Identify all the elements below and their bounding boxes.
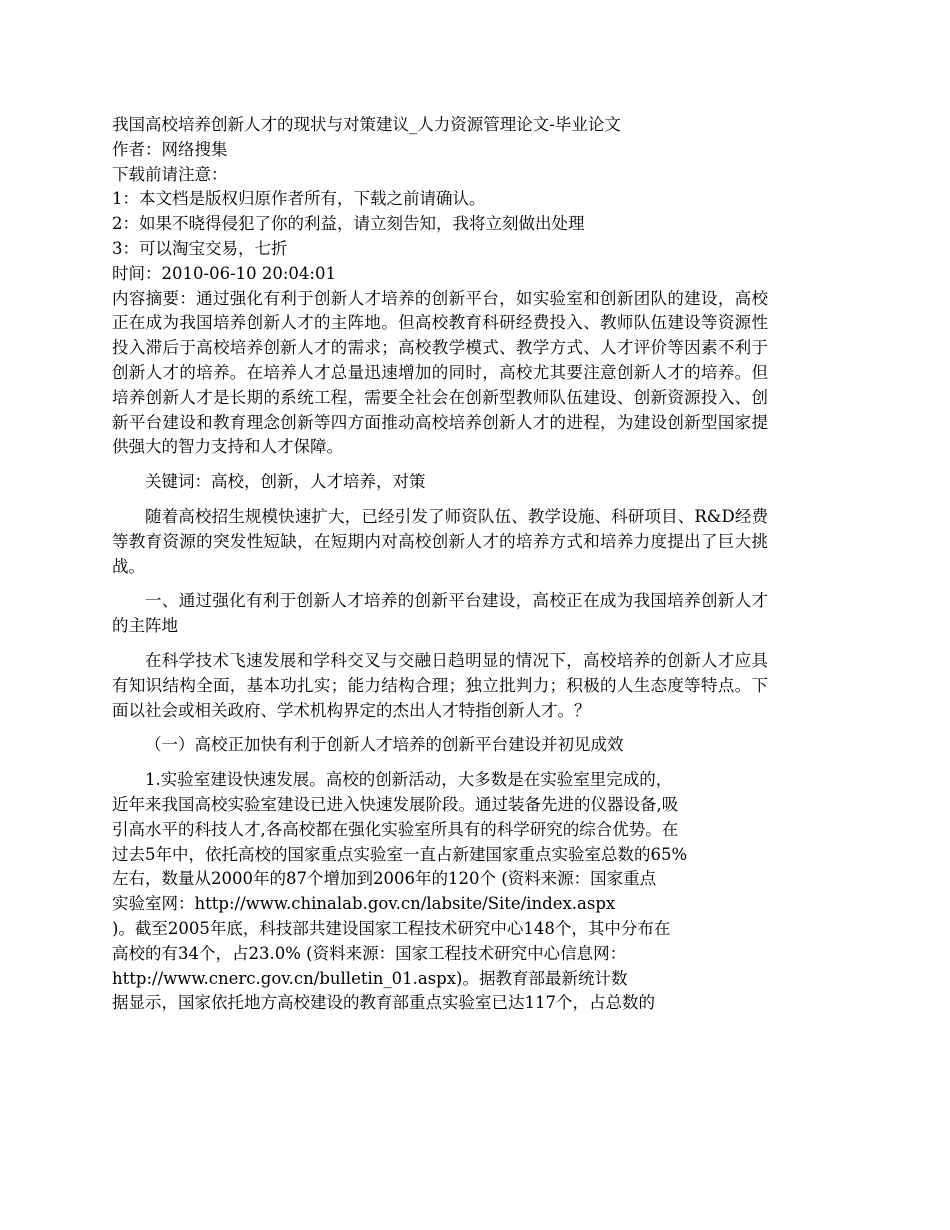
download-notice-item: 2：如果不晓得侵犯了你的利益，请立刻告知，我将立刻做出处理 xyxy=(112,214,585,234)
paragraph-line: 1.实验室建设快速发展。高校的创新活动，大多数是在实验室里完成的， xyxy=(145,770,673,790)
section-heading: 一、通过强化有利于创新人才培养的创新平台建设，高校正在成为我国培养创新人才的主阵地 xyxy=(112,591,768,636)
download-notice-heading: 下载前请注意： xyxy=(112,164,228,184)
abstract-paragraph: 内容摘要：通过强化有利于创新人才培养的创新平台，如实验室和创新团队的建设，高校正在成为我国培养创新人才的主阵地。但高校教育科研经费投入、教师队伍建设等资源性投入滞后于高校培养创新人才的需求；高校教学模式、教学方式、人才评价等因素不利于创新人才的培养。在培养人才总量迅速增加的同时，高校尤其要注意创新人才的培养。但培养创新人才是长期的系统工程，需要全社会在创新型教师队伍建设、创新资源投入、创新平台建设和教育理念创新等四方面推动高校培养创新人才的进程，为建设创新型国家提供强大的智力支持和人才保障。 xyxy=(112,288,768,457)
paragraph-line: 过去5年中，依托高校的国家重点实验室一直占新建国家重点实验室总数的65% xyxy=(112,844,688,864)
subsection-heading: （一）高校正加快有利于创新人才培养的创新平台建设并初见成效 xyxy=(145,735,624,755)
paragraph-line: 近年来我国高校实验室建设已进入快速发展阶段。通过装备先进的仪器设备,吸 xyxy=(112,794,679,814)
document-header xyxy=(112,113,768,460)
keywords-paragraph: 关键词：高校，创新，人才培养，对策 xyxy=(145,472,426,492)
paragraph-line: 高校的有34个，占23.0% (资料来源：国家工程技术研究中心信息网： xyxy=(112,943,627,963)
document-page xyxy=(112,113,768,1016)
intro-paragraph: 随着高校招生规模快速扩大，已经引发了师资队伍、教学设施、科研项目、R&D经费等教育资源的突发性短缺，在短期内对高校创新人才的培养方式和培养力度提出了巨大挑战。 xyxy=(112,506,768,576)
download-notice-item: 1：本文档是版权归原作者所有，下载之前请确认。 xyxy=(112,189,486,209)
lab-construction-paragraph xyxy=(112,768,768,1016)
download-notice-item: 3：可以淘宝交易，七折 xyxy=(112,238,288,258)
paragraph-line: 据显示，国家依托地方高校建设的教育部重点实验室已达117个，占总数的 xyxy=(112,993,655,1013)
body-paragraph: 在科学技术飞速发展和学科交叉与交融日趋明显的情况下，高校培养的创新人才应具有知识结构全面，基本功扎实；能力结构合理；独立批判力；积极的人生态度等特点。下面以社会或相关政府、学术机构界定的杰出人才特指创新人才。？ xyxy=(112,650,768,720)
paragraph-line: 左右，数量从2000年的87个增加到2006年的120个 (资料来源：国家重点 xyxy=(112,869,657,889)
publish-time: 时间：2010-06-10 20:04:01 xyxy=(112,263,336,283)
document-title: 我国高校培养创新人才的现状与对策建议_人力资源管理论文-毕业论文 xyxy=(112,115,621,134)
paragraph-line: 实验室网：http://www.chinalab.gov.cn/labsite/Site/index.aspx xyxy=(112,894,616,914)
paragraph-line: 引高水平的科技人才,各高校都在强化实验室所具有的科学研究的综合优势。在 xyxy=(112,819,679,839)
paragraph-line: )。截至2005年底，科技部共建设国家工程技术研究中心148个，其中分布在 xyxy=(112,918,671,938)
document-author: 作者：网络搜集 xyxy=(112,139,228,159)
paragraph-line: http://www.cnerc.gov.cn/bulletin_01.aspx)。据教育部最新统计数 xyxy=(112,968,628,988)
